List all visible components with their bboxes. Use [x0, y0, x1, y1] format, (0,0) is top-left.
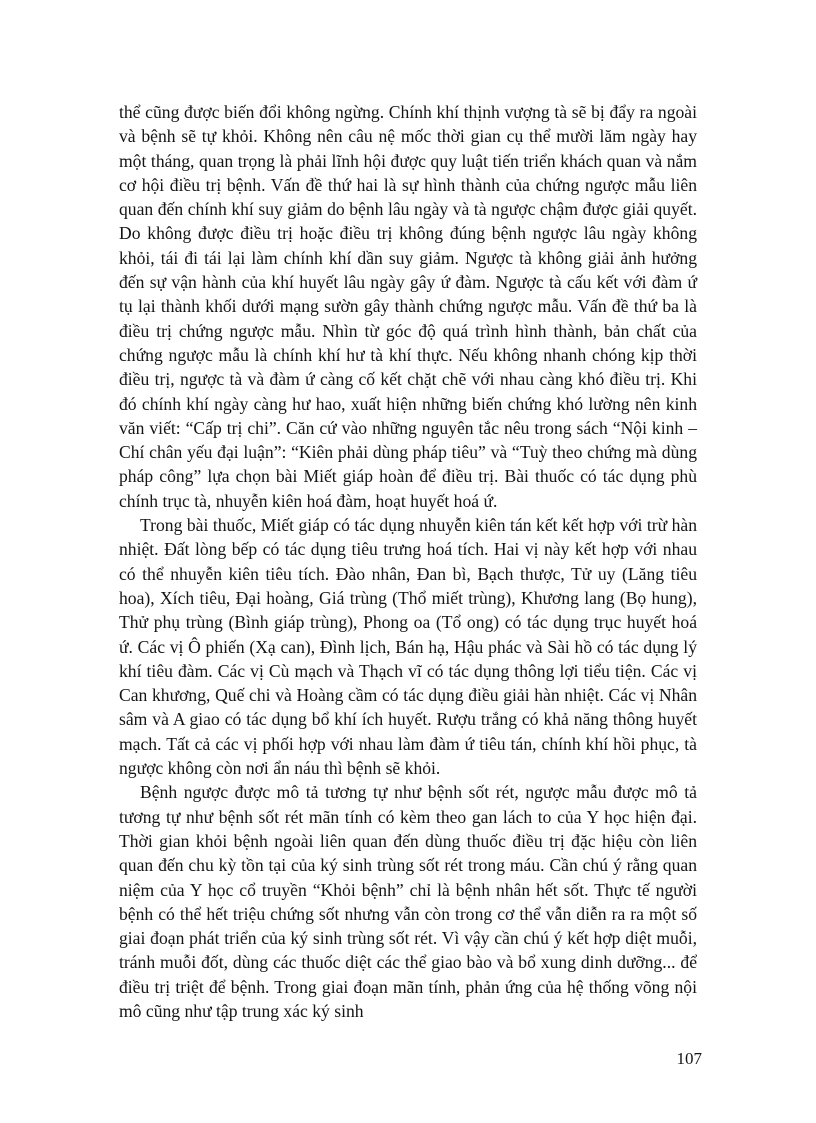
page-number: 107	[676, 1049, 702, 1068]
body-text	[119, 100, 697, 1023]
paragraph-continuation: thể cũng được biến đổi không ngừng. Chính khí thịnh vượng tà sẽ bị đẩy ra ngoài và bệnh sẽ tự khỏi. Không nên câu nệ mốc thời gian cụ thể mười lăm ngày hay một tháng, quan trọng là phải lĩnh hội được quy luật tiến triển khách quan và nắm cơ hội điều trị bệnh. Vấn đề thứ hai là sự hình thành của chứng ngược mẫu liên quan đến chính khí suy giảm do bệnh lâu ngày và tà ngược chậm được giải quyết. Do không được điều trị hoặc điều trị không đúng bệnh ngược lâu ngày không khỏi, tái đi tái lại làm chính khí dần suy giảm. Ngược tà không giải ảnh hưởng đến sự vận hành của khí huyết lâu ngày gây ứ đàm. Ngược tà cấu kết với đàm ứ tụ lại thành khối dưới mạng sườn gây thành chứng ngược mẫu. Vấn đề thứ ba là điều trị chứng ngược mẫu. Nhìn từ góc độ quá trình hình thành, bản chất của chứng ngược mẫu là chính khí hư tà khí thực. Nếu không nhanh chóng kịp thời điều trị, ngược tà và đàm ứ càng cố kết chặt chẽ với nhau càng khó điều trị. Khi đó chính khí ngày càng hư hao, xuất hiện những biến chứng khó lường nên kinh văn viết: “Cấp trị chi”. Căn cứ vào những nguyên tắc nêu trong sách “Nội kinh – Chí chân yếu đại luận”: “Kiên phải dùng pháp tiêu” và “Tuỳ theo chứng mà dùng pháp công” lựa chọn bài Miết giáp hoàn để điều trị. Bài thuốc có tác dụng phù chính trục tà, nhuyễn kiên hoá đàm, hoạt huyết hoá ứ.	[119, 102, 697, 511]
paragraph-malaria-comparison: Bệnh ngược được mô tả tương tự như bệnh sốt rét, ngược mẫu được mô tả tương tự như bệnh sốt rét mãn tính có kèm theo gan lách to của Y học hiện đại. Thời gian khỏi bệnh ngoài liên quan đến dùng thuốc điều trị đặc hiệu còn liên quan đến chu kỳ tồn tại của ký sinh trùng sốt rét trong máu. Cần chú ý rằng quan niệm của Y học cổ truyền “Khỏi bệnh” chỉ là bệnh nhân hết sốt. Thực tế người bệnh có thể hết triệu chứng sốt nhưng vẫn còn trong cơ thể vẫn diễn ra ra một số giai đoạn phát triển của ký sinh trùng sốt rét. Vì vậy cần chú ý kết hợp diệt muỗi, tránh muỗi đốt, dùng các thuốc diệt các thể giao bào và bổ xung dinh dưỡng... để điều trị triệt để bệnh. Trong giai đoạn mãn tính, phản ứng của hệ thống võng nội mô cũng như tập trung xác ký sinh	[119, 782, 697, 1021]
paragraph-prescription-analysis: Trong bài thuốc, Miết giáp có tác dụng nhuyễn kiên tán kết kết hợp với trừ hàn nhiệt. Đất lòng bếp có tác dụng tiêu trưng hoá tích. Hai vị này kết hợp với nhau có thể nhuyễn kiên tiêu tích. Đào nhân, Đan bì, Bạch thược, Tử uy (Lăng tiêu hoa), Xích tiêu, Đại hoàng, Giá trùng (Thổ miết trùng), Khương lang (Bọ hung), Thử phụ trùng (Bình giáp trùng), Phong oa (Tổ ong) có tác dụng trục huyết hoá ứ. Các vị Ô phiến (Xạ can), Đình lịch, Bán hạ, Hậu phác và Sài hồ có tác dụng lý khí tiêu đàm. Các vị Cù mạch và Thạch vĩ có tác dụng thông lợi tiểu tiện. Các vị Can khương, Quế chi và Hoàng cầm có tác dụng điều giải hàn nhiệt. Các vị Nhân sâm và A giao có tác dụng bổ khí ích huyết. Rượu trắng có khả năng thông huyết mạch. Tất cả các vị phối hợp với nhau làm đàm ứ tiêu tán, chính khí hồi phục, tà ngược không còn nơi ẩn náu thì bệnh sẽ khỏi.	[119, 515, 697, 779]
